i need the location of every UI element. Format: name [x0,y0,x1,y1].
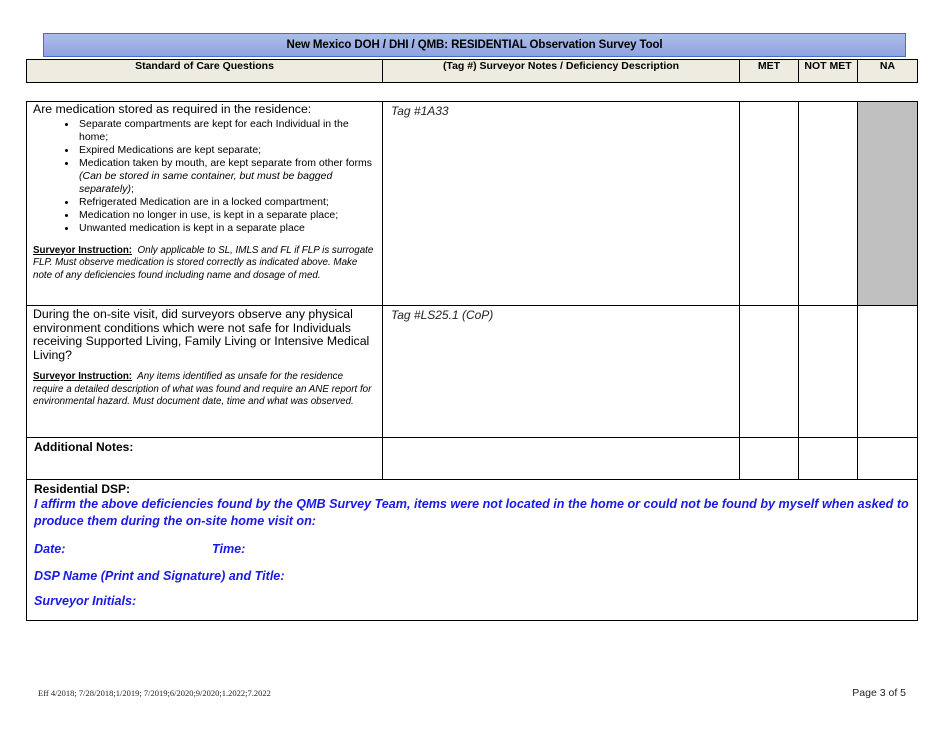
question-text: Are medication stored as required in the residence: [33,102,312,116]
notes-met-cell[interactable] [740,438,799,480]
list-item: • Unwanted medication is kept in a separate place [77,222,376,235]
table-row [27,102,918,306]
met-cell[interactable] [740,306,799,438]
dsp-affirmation-section [27,480,918,621]
na-cell-shaded [858,102,918,306]
question-text: During the on-site visit, did surveyors observe any physical environment conditions which were not safe for Individuals receiving Supported Living, Family Living or Intensive Medical Living? [33,307,370,362]
additional-notes-field[interactable] [383,438,740,480]
date-label[interactable]: Date: [34,542,66,556]
question-cell [27,102,383,306]
col-header-not-met: NOT MET [799,60,858,83]
col-header-na: NA [858,60,918,83]
instruction-text: Only applicable to SL, IMLS and FL if FLP is surrogate FLP. Must observe medication is stored correctly as indicated above. Make note of any deficiencies found including name and dosage of med. [33,244,374,281]
tag-label: Tag #LS25.1 (CoP) [391,308,494,322]
time-label[interactable]: Time: [212,542,246,556]
surveyor-notes-cell[interactable] [383,102,740,306]
additional-notes-label: Additional Notes: [27,438,383,480]
col-header-met: MET [740,60,799,83]
surveyor-instruction [33,371,376,409]
dsp-title: Residential DSP: [34,482,131,496]
list-item: • Separate compartments are kept for each Individual in the home; [77,118,376,144]
na-cell[interactable] [858,306,918,438]
document-title: New Mexico DOH / DHI / QMB: RESIDENTIAL Observation Survey Tool [43,33,906,57]
list-item: • Expired Medications are kept separate; [77,144,376,157]
dsp-row [27,480,918,621]
date-time-line [34,542,910,556]
instruction-label: Surveyor Instruction: [33,371,133,382]
tag-label: Tag #1A33 [391,104,449,118]
surveyor-notes-cell[interactable] [383,306,740,438]
effective-dates: Eff 4/2018; 7/28/2018;1/2019; 7/2019;6/2020;9/2020;1.2022;7.2022 [38,688,271,698]
notes-na-cell[interactable] [858,438,918,480]
col-header-notes: (Tag #) Surveyor Notes / Deficiency Description [383,60,740,83]
survey-table [26,101,918,621]
surveyor-initials-label[interactable]: Surveyor Initials: [34,594,137,608]
met-cell[interactable] [740,102,799,306]
list-item: • Medication taken by mouth, are kept separate from other forms (Can be stored in same container, but must be bagged separately); [77,157,376,196]
table-row [27,306,918,438]
instruction-text: Any items identified as unsafe for the residence require a detailed description of what was found and require an ANE report for environmental hazard. Must document date, time and what was observed. [33,371,372,407]
col-header-questions: Standard of Care Questions [27,60,383,83]
not-met-cell[interactable] [799,102,858,306]
not-met-cell[interactable] [799,306,858,438]
dsp-affirmation: I affirm the above deficiencies found by the QMB Survey Team, items were not located in the home or could not be found by myself when asked to produce them during the on-site home visit on: [34,497,909,528]
page-number: Page 3 of 5 [852,687,906,699]
notes-row [27,438,918,480]
list-item: • Refrigerated Medication are in a locked compartment; [77,196,376,209]
header-table [26,59,918,83]
instruction-label: Surveyor Instruction: [33,244,133,256]
question-cell [27,306,383,438]
notes-not-met-cell[interactable] [799,438,858,480]
surveyor-instruction [33,245,376,283]
dsp-name-label[interactable]: DSP Name (Print and Signature) and Title: [34,569,285,583]
bullet-list [33,118,376,235]
list-item: • Medication no longer in use, is kept in a separate place; [77,209,376,222]
